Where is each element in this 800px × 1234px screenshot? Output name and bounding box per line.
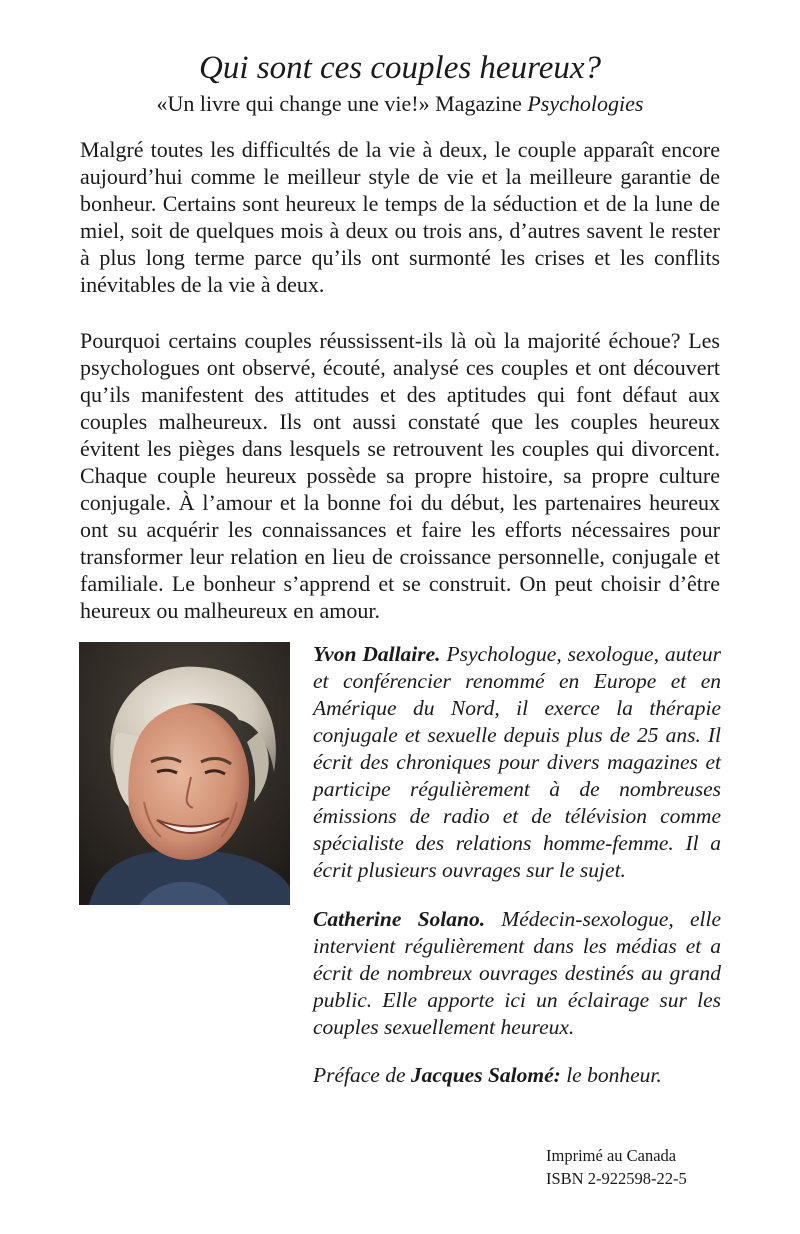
author-portrait-image <box>79 642 290 905</box>
description-paragraph: Pourquoi certains couples réussissent-ils là où la majorité échoue? Les psychologues ont observé, écouté, analysé ces couples et ont découvert qu’ils manifestent des attitudes et des aptitudes qui font défaut aux couples malheureux. Ils ont aussi constaté que les couples heureux évitent les pièges dans lesquels se retrouvent les couples qui divorcent. Chaque couple heureux possède sa propre histoire, sa propre culture conjugale. À l’amour et la bonne foi du début, les partenaires heureux ont su acquérir les connaissances et faire les efforts nécessaires pour transformer leur relation en lieu de croissance personnelle, conjugale et familiale. Le bonheur s’apprend et se construit. On peut choisir d’être heureux ou malheureux en amour. <box>80 328 720 623</box>
author-name-dallaire: Yvon Dallaire. <box>313 642 441 666</box>
quote-text: «Un livre qui change une vie!» <box>156 91 430 116</box>
press-quote <box>0 90 800 118</box>
author-bio-text-solano: Médecin-sexologue, elle intervient régulièrement dans les médias et a écrit de nombreux ouvrages destinés au grand public. Elle apporte ici un éclairage sur les couples sexuellement heureux. <box>313 907 722 1039</box>
preface-suffix: le bonheur. <box>566 1063 662 1087</box>
preface-author: Jacques Salomé: <box>410 1063 561 1087</box>
preface-prefix: Préface de <box>313 1063 406 1087</box>
author-portrait <box>79 642 290 905</box>
magazine-name: Psychologies <box>527 91 644 116</box>
magazine-prefix: Magazine <box>435 91 522 116</box>
author-bio-dallaire <box>313 641 721 884</box>
author-bio-solano <box>313 906 721 1041</box>
book-title: Qui sont ces couples heureux? <box>198 50 601 86</box>
imprint-note: Imprimé au Canada <box>546 1146 677 1165</box>
author-bio-text-dallaire: Psychologue, sexologue, auteur et conférencier renommé en Europe et en Amérique du Nord, il exerce la thérapie conjugale et sexuelle depuis plus de 25 ans. Il écrit des chroniques pour divers magazines et participe régulièrement à de nombreuses émissions de radio et de télévision comme spécialiste des relations homme-femme. Il a écrit plusieurs ouvrages sur le sujet. <box>313 642 722 882</box>
preface-credit <box>313 1062 721 1089</box>
isbn-number: ISBN 2-922598-22-5 <box>546 1169 687 1188</box>
intro-paragraph: Malgré toutes les difficultés de la vie à deux, le couple apparaît encore aujourd’hui comme le meilleur style de vie et la meilleure garantie de bonheur. Certains sont heureux le temps de la séduction et de la lune de miel, soit de quelques mois à deux ou trois ans, d’autres savent le rester à plus long terme parce qu’ils ont surmonté les crises et les conflits inévitables de la vie à deux. <box>80 137 720 297</box>
author-name-solano: Catherine Solano. <box>313 907 486 931</box>
